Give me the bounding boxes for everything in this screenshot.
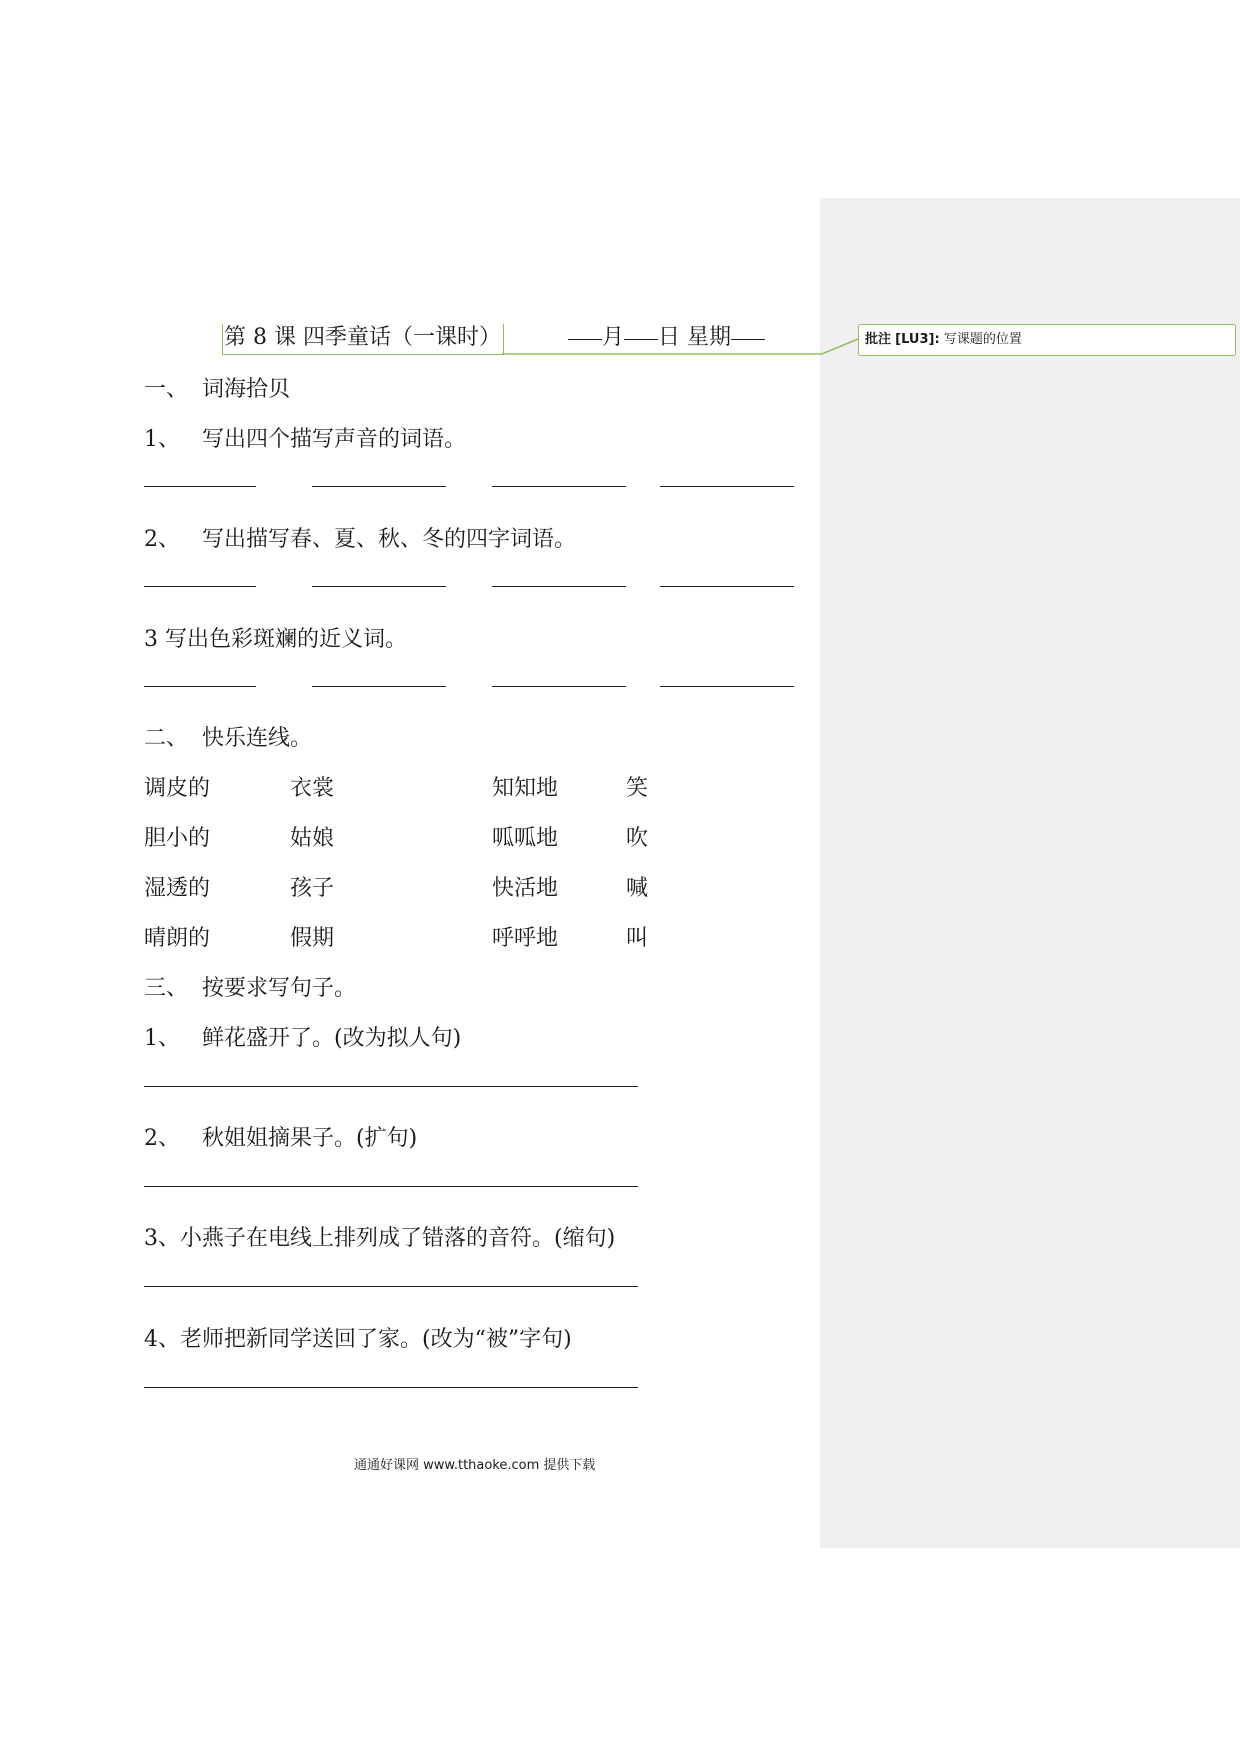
s3-q1-text: 鲜花盛开了。(改为拟人句)	[202, 1026, 462, 1051]
s1-q2-number: 2、	[144, 527, 180, 552]
answer-line[interactable]	[144, 1086, 638, 1087]
match-adv[interactable]: 快活地	[492, 876, 559, 901]
s3-q2-number: 2、	[144, 1126, 180, 1151]
answer-blank[interactable]	[144, 586, 256, 587]
section3-number: 三、	[144, 976, 189, 1001]
match-adj[interactable]: 调皮的	[144, 776, 211, 801]
comment-bubble[interactable]	[858, 324, 1236, 356]
match-noun[interactable]: 衣裳	[290, 776, 335, 801]
match-verb[interactable]: 叫	[626, 926, 649, 951]
match-verb[interactable]: 笑	[626, 776, 649, 801]
answer-blank[interactable]	[660, 486, 794, 487]
lesson-title: 第 8 课 四季童话（一课时）	[224, 325, 501, 350]
answer-blank[interactable]	[312, 486, 446, 487]
match-noun[interactable]: 姑娘	[290, 826, 335, 851]
answer-blank[interactable]	[312, 586, 446, 587]
s1-q2-text: 写出描写春、夏、秋、冬的四字词语。	[202, 527, 577, 552]
s3-q4-text: 4、老师把新同学送回了家。(改为“被”字句)	[144, 1327, 572, 1352]
match-adv[interactable]: 知知地	[492, 776, 559, 801]
s1-q1-text: 写出四个描写声音的词语。	[202, 427, 467, 452]
match-adj[interactable]: 湿透的	[144, 876, 211, 901]
section1-number: 一、	[144, 377, 189, 402]
comment-label: 批注	[865, 332, 892, 347]
month-label: 月	[602, 325, 625, 350]
match-adj[interactable]: 胆小的	[144, 826, 211, 851]
match-adj[interactable]: 晴朗的	[144, 926, 211, 951]
s3-q1-number: 1、	[144, 1026, 180, 1051]
answer-blank[interactable]	[660, 686, 794, 687]
answer-blank[interactable]	[492, 686, 626, 687]
day-weekday-label: 日 星期	[658, 325, 732, 350]
match-noun[interactable]: 假期	[290, 926, 335, 951]
comment-text: 写课题的位置	[943, 332, 1022, 347]
s3-q3-text: 3、小燕子在电线上排列成了错落的音符。(缩句)	[144, 1226, 616, 1251]
answer-blank[interactable]	[144, 486, 256, 487]
answer-line[interactable]	[144, 1186, 638, 1187]
answer-line[interactable]	[144, 1286, 638, 1287]
answer-blank[interactable]	[492, 586, 626, 587]
s3-q2-text: 秋姐姐摘果子。(扩句)	[202, 1126, 418, 1151]
answer-blank[interactable]	[144, 686, 256, 687]
match-verb[interactable]: 吹	[626, 826, 649, 851]
s1-q3-text: 3 写出色彩斑斓的近义词。	[144, 627, 407, 652]
match-verb[interactable]: 喊	[626, 876, 649, 901]
match-noun[interactable]: 孩子	[290, 876, 335, 901]
answer-blank[interactable]	[660, 586, 794, 587]
comment-ref: [LU3]:	[895, 332, 940, 347]
section3-heading: 按要求写句子。	[202, 976, 357, 1001]
section2-heading: 快乐连线。	[202, 726, 313, 751]
match-adv[interactable]: 呼呼地	[492, 926, 559, 951]
page-footer: 通通好课网 www.tthaoke.com 提供下载	[354, 1458, 596, 1473]
answer-blank[interactable]	[312, 686, 446, 687]
date-line	[568, 324, 765, 352]
match-adv[interactable]: 呱呱地	[492, 826, 559, 851]
answer-line[interactable]	[144, 1387, 638, 1388]
s1-q1-number: 1、	[144, 427, 180, 452]
section1-heading: 词海拾贝	[202, 377, 291, 402]
answer-blank[interactable]	[492, 486, 626, 487]
section2-number: 二、	[144, 726, 189, 751]
